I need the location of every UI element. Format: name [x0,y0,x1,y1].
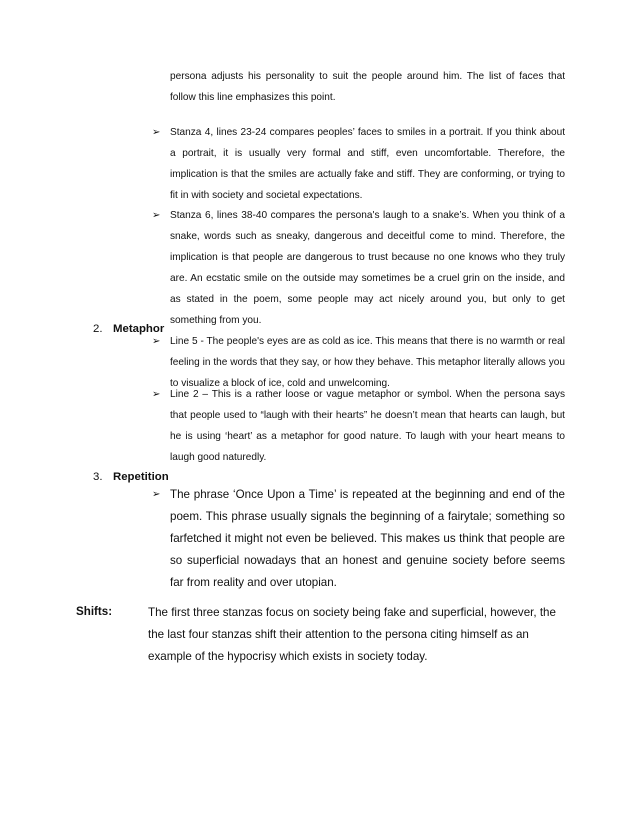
shifts-text: The first three stanzas focus on society being fake and superficial, however, the the last four stanzas shift their attention to the persona citing himself as an example of the hypocrisy which exists in society today. [148,606,556,663]
section-heading-repetition [93,469,169,485]
arrow-bullet-icon: ➢ [152,389,161,400]
bullet-once-upon-a-time [152,484,565,594]
bullet-text: The phrase ‘Once Upon a Time’ is repeated at the beginning and end of the poem. This phrase usually signals the beginning of a fairytale; something so farfetched it might not even be believed. This makes us think that people are so superficial nowadays that an honest and genuine society before seems far from reality and over utopian. [170,488,565,589]
bullet-text: Line 5 - The people's eyes are as cold as ice. This means that there is no warmth or real feeling in the words that they say, or how they behave. This metaphor literally allows you to visualize a block of ice, cold and unwelcoming. [170,336,565,389]
bullet-stanza-6 [152,205,565,331]
section-title: Repetition [113,471,169,483]
bullet-text: Line 2 – This is a rather loose or vague metaphor or symbol. When the persona says that people used to “laugh with their hearts” he doesn’t mean that hearts can laugh, but he is using ‘heart’ as a metaphor for good nature. To laugh with your heart means to laugh good naturedly. [170,389,565,463]
bullet-text: Stanza 6, lines 38-40 compares the persona's laugh to a snake’s. When you think of a snake, words such as sneaky, dangerous and deceitful come to mind. Therefore, the implication is that people are dangerous to trust because no one knows who they truly are. An ecstatic smile on the outside may sometimes be a cruel grin on the inside, and as stated in the poem, some people may act nicely around you, but only to get something from you. [170,210,565,326]
bullet-stanza-4 [152,122,565,206]
arrow-bullet-icon: ➢ [152,336,161,347]
arrow-bullet-icon: ➢ [152,210,161,221]
bullet-text: Stanza 4, lines 23-24 compares peoples’ faces to smiles in a portrait. If you think about a portrait, it is usually very formal and stiff, even uncomfortable. Therefore, the implication is that the smiles are actually fake and stiff. They are conforming, or trying to fit in with society and societal expectations. [170,127,565,201]
shifts-label: Shifts: [76,605,113,618]
bullet-line-2 [152,384,565,468]
section-number: 2. [93,323,103,335]
continued-paragraph: persona adjusts his personality to suit the people around him. The list of faces that follow this line emphasizes this point. [170,71,565,103]
arrow-bullet-icon: ➢ [152,127,161,138]
arrow-bullet-icon: ➢ [152,489,161,500]
section-number: 3. [93,471,103,483]
section-title: Metaphor [113,323,165,335]
